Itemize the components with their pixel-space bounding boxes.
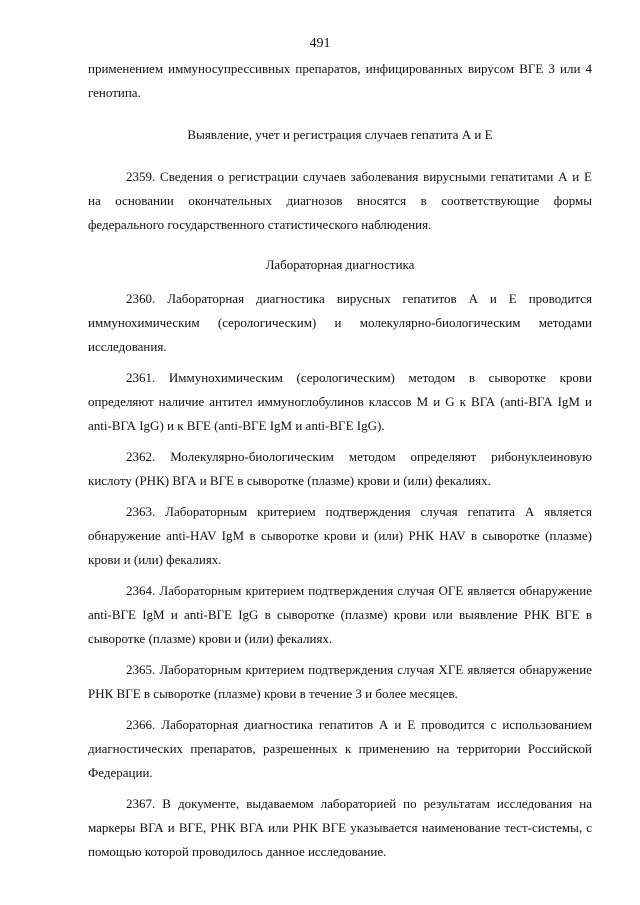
- paragraph-2367: 2367. В документе, выдаваемом лабораторией по результатам исследования на маркеры ВГА и ВГЕ, РНК ВГА или РНК ВГЕ указывается наименование тест-системы, с помощью которой проводилось данное исследование.: [88, 796, 592, 859]
- paragraph-2364: 2364. Лабораторным критерием подтверждения случая ОГЕ является обнаружение anti-ВГЕ IgM и anti-ВГЕ IgG в сыворотке (плазме) крови или выявление РНК ВГЕ в сыворотке (плазме) крови и (или) фекалиях.: [88, 583, 592, 646]
- paragraph-2359: 2359. Сведения о регистрации случаев заболевания вирусными гепатитами А и Е на основании окончательных диагнозов вносятся в соответствующие формы федерального государственного статистического наблюдения.: [88, 169, 592, 232]
- document-body: [88, 57, 592, 864]
- subsection-title: Лабораторная диагностика: [265, 257, 415, 272]
- continued-paragraph: применением иммуносупрессивных препаратов, инфицированных вирусом ВГЕ 3 или 4 генотипа.: [88, 61, 592, 100]
- paragraph-2365: 2365. Лабораторным критерием подтверждения случая ХГЕ является обнаружение РНК ВГЕ в сыворотке (плазме) крови в течение 3 и более месяцев.: [88, 662, 592, 701]
- paragraph-2361: 2361. Иммунохимическим (серологическим) методом в сыворотке крови определяют наличие антител иммуноглобулинов классов М и G к ВГА (anti-ВГА IgM и anti-ВГА IgG) и к ВГЕ (anti-ВГЕ IgM и anti-ВГЕ IgG).: [88, 370, 592, 433]
- page-number: 491: [309, 36, 331, 51]
- paragraph-2360: 2360. Лабораторная диагностика вирусных гепатитов А и Е проводится иммунохимическим (серологическим) и молекулярно-биологическим методами исследования.: [88, 291, 592, 354]
- paragraph-2363: 2363. Лабораторным критерием подтверждения случая гепатита А является обнаружение anti-HAV IgM в сыворотке крови и (или) РНК HAV в сыворотке (плазме) крови и (или) фекалиях.: [88, 504, 592, 567]
- section-title: Выявление, учет и регистрация случаев гепатита А и Е: [187, 127, 493, 142]
- paragraph-2362: 2362. Молекулярно-биологическим методом определяют рибонуклеиновую кислоту (РНК) ВГА и ВГЕ в сыворотке (плазме) крови и (или) фекалиях.: [88, 449, 592, 488]
- paragraph-2366: 2366. Лабораторная диагностика гепатитов А и Е проводится с использованием диагностических препаратов, разрешенных к применению на территории Российской Федерации.: [88, 717, 592, 780]
